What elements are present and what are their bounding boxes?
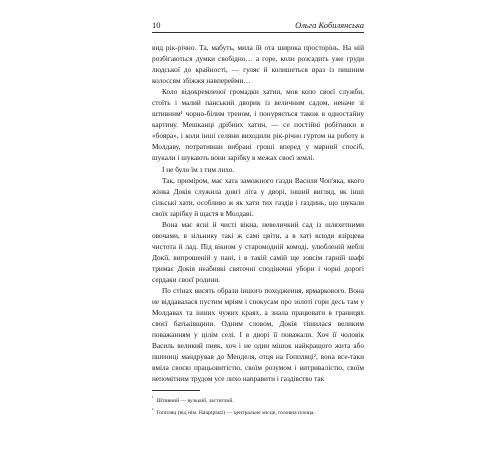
paragraph: І не було їм з тим лихо. xyxy=(162,164,235,174)
running-head-author: Ольга Кобилянська xyxy=(295,20,364,30)
footnotes xyxy=(152,394,364,417)
page-number: 10 xyxy=(152,20,161,30)
footnote xyxy=(152,406,364,417)
paragraph: Так, приміром, має хата заможного газди Василя Чоп'яка, якого жінка Докія служила довгі літа у дворі, інший вигляд, як інші сільські хати, особливо ж як хати тих газдів і газдинь, що шукали своїх зарібку й щастя в Молдаві. xyxy=(152,175,364,218)
body-text xyxy=(152,42,364,384)
footnote-text: Гоппляц (від нім. Hauptplatz) — центральне місце, головна площа. xyxy=(156,409,315,416)
footnote-text: Штивний — вузький, застиглий. xyxy=(156,398,234,405)
footnote-mark: ² xyxy=(152,406,154,412)
paragraph: Вона має ясні й чисті вікна, невеличкий сад із шляхетними овочами, в зільнику такі ж самі цвіти, а в хаті всюди взірцева чистота й лад. Під вікном у старомодній комоді, улюбленій меблі Докії, випрошеній у пані, і в такій самій ще зовсім гарній шафі тримає Докія неабиякі святочні сподіночні убори і чорні дорогі сердаки своєї родини. xyxy=(152,219,364,284)
paragraph: вид рік-річно. Та, мабуть, мила їй ота широка просторінь. На ній розбігаються думки свобідно… а горе, коли розсадить уже груди людської до крайності, — гуляє й колишеться враз із пишним колоссям збіжжя навперейми… xyxy=(152,43,364,86)
paragraph: Коло відокремленої громадки хатин, мов коло своєї служби, стоїть і малий панський дворик із величним садом, неначе зі штивним¹ чорно-білим треном, і понуряється також в одностайну картину. Мешканці дрібних хатин, — се постійні робітники в «бояра», і коли інші селяни виходили рік-річно гуртом на роботу в Молдаву, потративши вибрані гроші вперед у марний спосіб, шукали і шукають вони зарібку в межах своєї землі. xyxy=(152,87,364,163)
footnote xyxy=(152,394,364,405)
page-header xyxy=(152,14,364,33)
paragraph: По стінах висять образи іншого походження, ярмаркового. Вона не віддавалася пустим мріям і спокусам про золоті гори десь там у Молдавах та інших чужих краях, а знала працювати в границях своєї батьківщини. Одним словом, Докія тішилася великим поважанням у цілім селі. І в дворі її поважали. Хоч її чоловік Василь великий пияк, хоч і не один мішок найкращого жита або пшениці мандрував до Менделя, отця на Гоппляці², вона все-таки вміла своєю працьовитістю, своїм розумом і витривалістю, своїм непомітним трудом усе лихо направити і газдівство так xyxy=(152,286,364,384)
footnote-divider xyxy=(152,390,200,391)
footnote-mark: ¹ xyxy=(152,395,154,401)
book-page xyxy=(152,14,364,434)
